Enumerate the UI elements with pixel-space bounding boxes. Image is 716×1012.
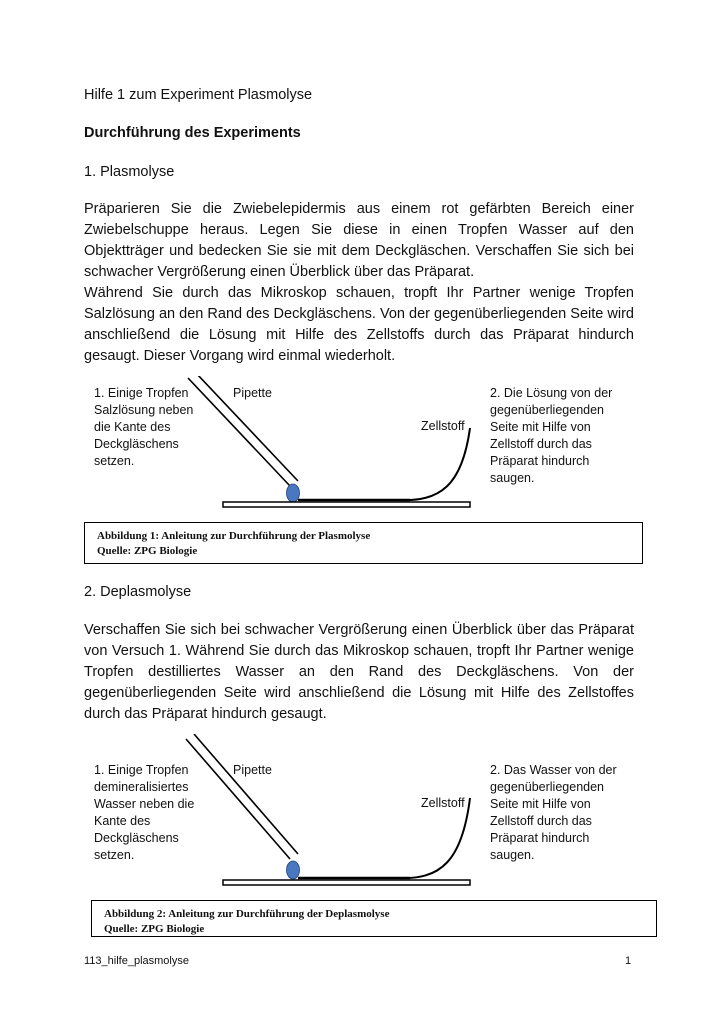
caption-source: Quelle: ZPG Biologie xyxy=(104,923,205,935)
figure-caption xyxy=(91,900,657,937)
pipette-label: Pipette xyxy=(233,386,272,400)
step1-instructions: 1. Einige Tropfen Salzlösung neben die Kante des Deckgläschens setzen. xyxy=(94,386,194,468)
document-title: Hilfe 1 zum Experiment Plasmolyse xyxy=(84,87,313,103)
step1-instructions: 1. Einige Tropfen demineralisiertes Wasser neben die Kante des Deckgläschens setzen. xyxy=(94,763,195,862)
section-heading: Durchführung des Experiments xyxy=(84,125,301,141)
slide-icon xyxy=(223,880,470,885)
footer-filename: 113_hilfe_plasmolyse xyxy=(84,955,189,967)
drop-icon xyxy=(287,861,300,879)
slide-icon xyxy=(223,502,470,507)
caption-title: Abbildung 1: Anleitung zur Durchführung der Plasmolyse xyxy=(97,530,371,542)
paragraph-deplasmolyse xyxy=(84,620,634,725)
figure-plasmolyse xyxy=(0,376,716,566)
drop-icon xyxy=(287,484,300,502)
paragraph-text: Während Sie durch das Mikroskop schauen, tropft Ihr Partner wenige Tropfen Salzlösung an den Rand des Deckgläschens. Von der gegenüberliegenden Seite wird anschließend die Lösung mit Hilfe des Zellstoffs durch das Präparat hindurch gesaugt. Dieser Vorgang wird einmal wiederholt. xyxy=(84,285,634,364)
subsection-heading-deplasmolyse: 2. Deplasmolyse xyxy=(84,584,192,600)
paragraph-text: Verschaffen Sie sich bei schwacher Vergrößerung einen Überblick über das Präparat von Versuch 1. Während Sie durch das Mikroskop schauen, tropft Ihr Partner wenige Tropfen destilliertes Wasser an den Rand des Deckgläschens. Von der gegenüberliegenden Seite wird anschließend die Lösung mit Hilfe des Zellstoffes durch das Präparat hindurch gesaugt. xyxy=(84,622,634,722)
figure-deplasmolyse xyxy=(0,734,716,940)
caption-source: Quelle: ZPG Biologie xyxy=(97,545,198,557)
subsection-heading-plasmolyse: 1. Plasmolyse xyxy=(84,164,175,180)
figure-caption xyxy=(84,522,643,564)
paragraph-text: Präparieren Sie die Zwiebelepidermis aus einem rot gefärbten Bereich einer Zwiebelschuppe heraus. Legen Sie diese in einen Tropfen Wasser auf den Objektträger und bedecken Sie sie mit dem Deckgläschen. Verschaffen Sie sich bei schwacher Vergrößerung einen Überblick über das Präparat. xyxy=(84,201,634,280)
zellstoff-label: Zellstoff xyxy=(421,419,465,433)
zellstoff-icon xyxy=(398,428,470,500)
pipette-label: Pipette xyxy=(233,763,272,777)
page-number: 1 xyxy=(625,955,632,967)
step2-instructions: 2. Das Wasser von der gegenüberliegenden Seite mit Hilfe von Zellstoff durch das Präparat hindurch saugen. xyxy=(490,763,617,862)
step2-instructions: 2. Die Lösung von der gegenüberliegenden Seite mit Hilfe von Zellstoff durch das Präparat hindurch saugen. xyxy=(490,386,613,485)
caption-title: Abbildung 2: Anleitung zur Durchführung der Deplasmolyse xyxy=(104,908,390,920)
zellstoff-label: Zellstoff xyxy=(421,796,465,810)
pipette-icon xyxy=(186,734,298,859)
paragraph-plasmolyse xyxy=(84,199,634,367)
